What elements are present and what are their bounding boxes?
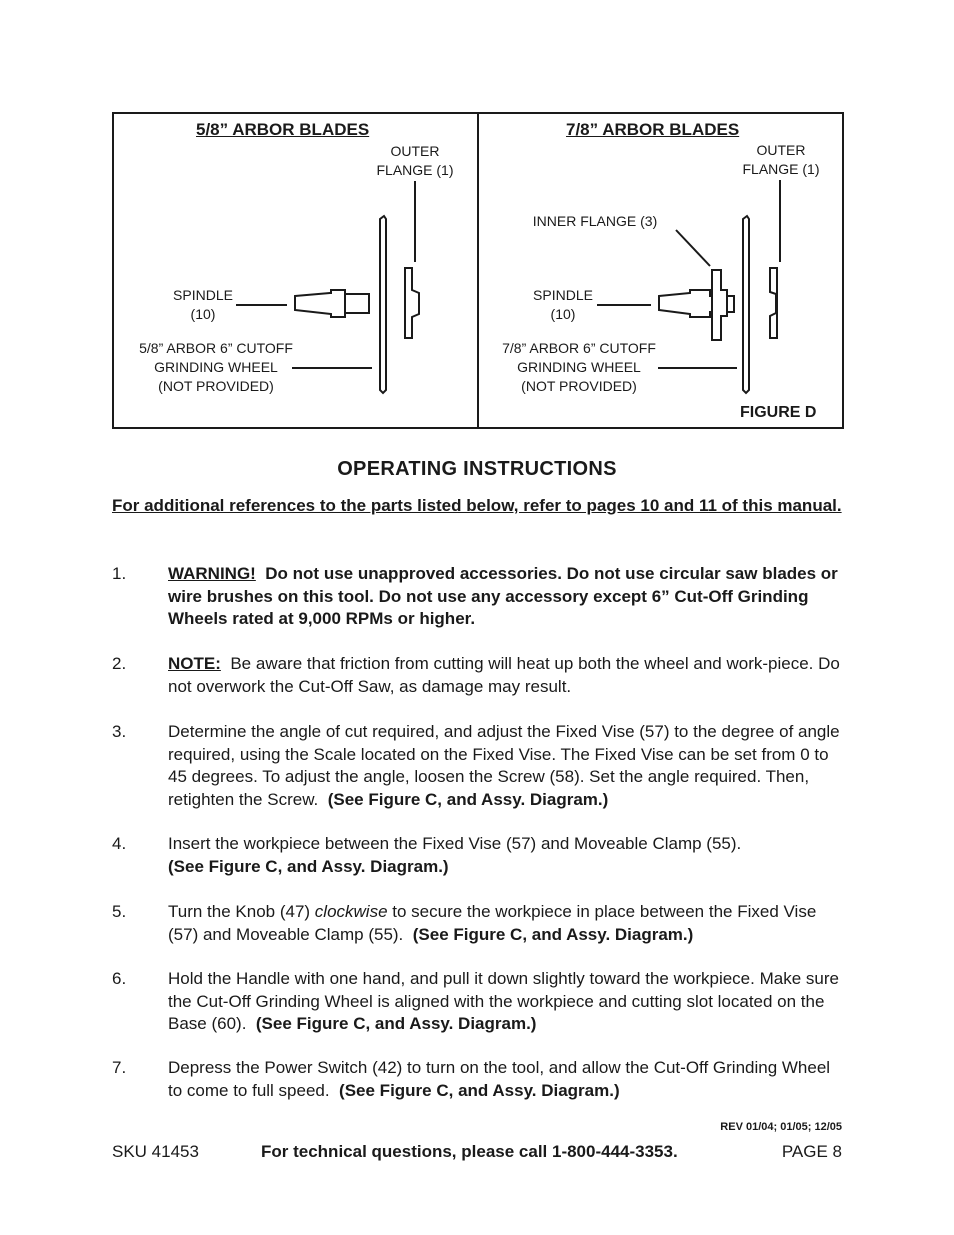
- inner-flange-shape: [712, 270, 727, 340]
- footer-sku: SKU 41453: [112, 1142, 199, 1161]
- step-text: Insert the workpiece between the Fixed Vise (57) and Moveable Clamp (55).: [168, 834, 742, 853]
- left-spindle-label: SPINDLE (10): [173, 287, 233, 322]
- step-number: 5.: [112, 902, 127, 921]
- footer-page-number: PAGE 8: [781, 1142, 842, 1161]
- revision-info: REV 01/04; 01/05; 12/05: [720, 1121, 842, 1133]
- footer-tech-support: For technical questions, please call 1-800-444-3353.: [261, 1142, 678, 1161]
- step-text: Depress the Power Switch (42) to turn on the tool, and allow the Cut-Off Grinding Wheel to come to full speed.: [168, 1058, 831, 1100]
- step-reference: (See Figure C, and Assy. Diagram.): [168, 856, 449, 876]
- step-number: 6.: [112, 969, 127, 988]
- right-wheel-label: 7/8” ARBOR 6” CUTOFF GRINDING WHEEL (NOT PROVIDED): [502, 340, 656, 394]
- figure-d-drawing: [0, 0, 954, 440]
- step-reference: (See Figure C, and Assy. Diagram.): [412, 924, 694, 944]
- inner-flange-leader: [676, 230, 710, 266]
- step-body: [168, 833, 842, 878]
- left-spindle-shape: [295, 290, 369, 317]
- step-number: 2.: [112, 654, 127, 673]
- left-outer-flange-label: OUTER FLANGE (1): [376, 143, 454, 178]
- left-wheel-label: 5/8” ARBOR 6” CUTOFF GRINDING WHEEL (NOT PROVIDED): [139, 340, 293, 394]
- right-outer-flange-shape: [770, 268, 777, 338]
- warning-label: WARNING!: [168, 564, 256, 583]
- right-outer-flange-label: OUTER FLANGE (1): [742, 142, 820, 177]
- step-text: Hold the Handle with one hand, and pull it down slightly toward the workpiece. Make sure the Cut-Off Grinding Wheel is aligned with the workpiece and cutting slot located on the Base (60).: [168, 969, 839, 1033]
- right-wheel-shape: [743, 216, 749, 393]
- right-panel-title: 7/8” ARBOR BLADES: [566, 120, 740, 139]
- step-text: Do not use unapproved accessories. Do not use circular saw blades or wire brushes on this tool. Do not use any accessory except 6” Cut-Off Grinding Wheels rated at 9,000 RPMs or higher.: [168, 564, 838, 628]
- step-body: [168, 968, 842, 1036]
- figure-label: FIGURE D: [740, 404, 817, 421]
- step-body: [168, 721, 842, 811]
- step-reference: (See Figure C, and Assy. Diagram.): [255, 1014, 537, 1033]
- step-reference: (See Figure C, and Assy. Diagram.): [327, 789, 609, 809]
- step-reference: (See Figure C, and Assy. Diagram.): [339, 1080, 620, 1100]
- left-outer-flange-shape: [405, 268, 419, 338]
- left-wheel-shape: [380, 216, 386, 393]
- step-text: Turn the Knob (47): [168, 902, 311, 921]
- step-number: 1.: [112, 564, 127, 583]
- step-number: 3.: [112, 722, 127, 741]
- step-body: [168, 1057, 842, 1102]
- step-text: Be aware that friction from cutting will heat up both the wheel and work-piece. Do not overwork the Cut-Off Saw, as damage may result.: [168, 654, 840, 696]
- step-text-italic: clockwise: [314, 902, 388, 921]
- step-number: 4.: [112, 834, 127, 853]
- step-body: [168, 653, 842, 698]
- right-spindle-label: SPINDLE (10): [533, 287, 593, 322]
- step-number: 7.: [112, 1058, 127, 1077]
- left-panel-title: 5/8” ARBOR BLADES: [196, 120, 370, 139]
- note-label: NOTE:: [168, 654, 221, 673]
- inner-flange-label: INNER FLANGE (3): [532, 213, 658, 229]
- step-body: [168, 901, 842, 946]
- step-text: to secure the workpiece in place between the Fixed Vise (57) and Moveable Clamp (55).: [168, 902, 817, 944]
- step-body: [168, 563, 842, 631]
- page-heading: OPERATING INSTRUCTIONS: [337, 458, 617, 480]
- reference-note: For additional references to the parts listed below, refer to pages 10 and 11 of this manual.: [112, 496, 842, 515]
- step-text: Determine the angle of cut required, and adjust the Fixed Vise (57) to the degree of angle required, using the Scale located on the Fixed Vise. The Fixed Vise can be set from 0 to 45 degrees. To adjust the angle, loosen the Screw (58). Set the angle required. Then, retighten the Screw.: [168, 722, 840, 809]
